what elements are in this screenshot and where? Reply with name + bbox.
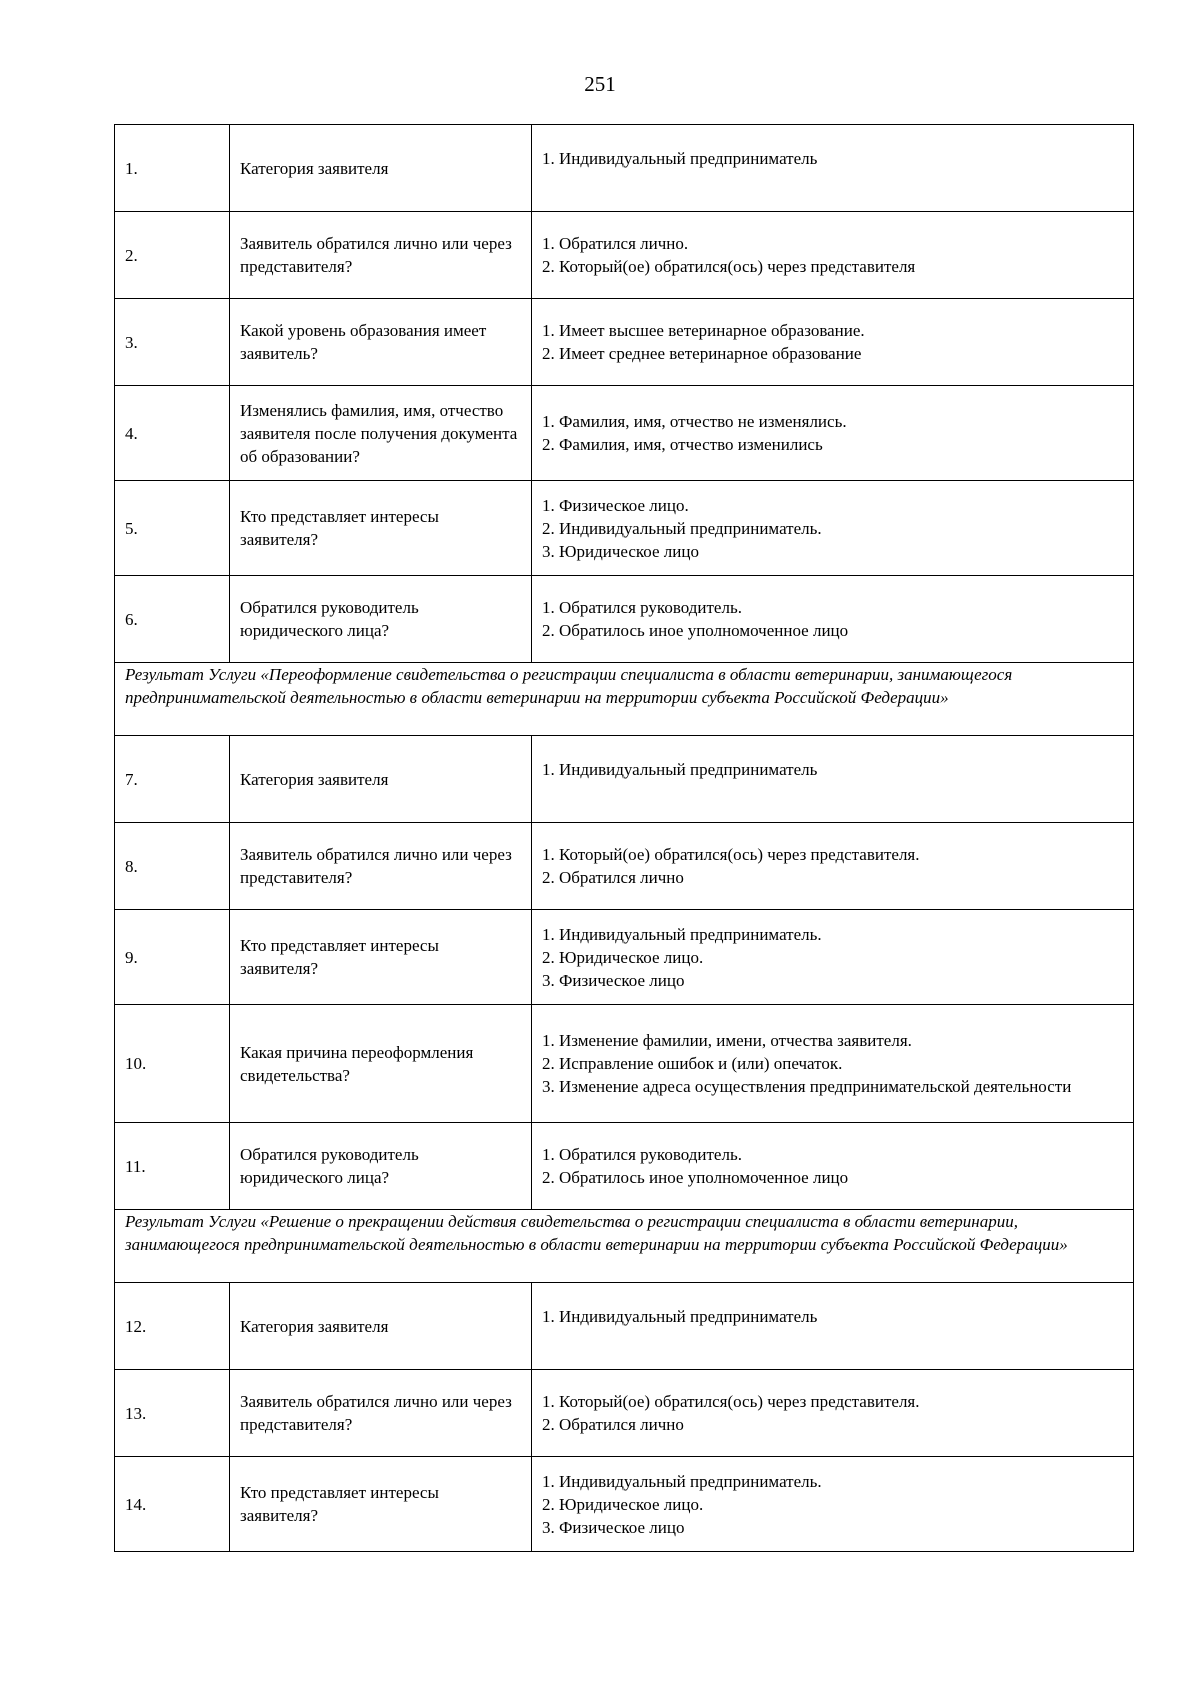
table-row — [115, 1283, 1134, 1370]
row-question: Заявитель обратился лично или через представителя? — [230, 823, 532, 910]
answer-item: 1. Индивидуальный предприниматель — [542, 1307, 818, 1326]
table-row — [115, 736, 1134, 823]
table-row — [115, 125, 1134, 212]
table-row — [115, 1005, 1134, 1123]
section-heading-row — [115, 663, 1134, 736]
answer-item: 1. Индивидуальный предприниматель — [542, 760, 818, 779]
answer-item: 1. Индивидуальный предприниматель — [542, 149, 818, 168]
row-answers — [532, 576, 1134, 663]
row-number: 14. — [115, 1457, 230, 1552]
row-number: 8. — [115, 823, 230, 910]
table-row — [115, 1457, 1134, 1552]
answer-item: 1. Обратился руководитель. — [542, 598, 742, 617]
answer-item: 2. Обратилось иное уполномоченное лицо — [542, 621, 849, 640]
row-question: Кто представляет интересы заявителя? — [230, 910, 532, 1005]
row-answers — [532, 736, 1134, 823]
row-answers — [532, 481, 1134, 576]
row-answers — [532, 1123, 1134, 1210]
row-number: 11. — [115, 1123, 230, 1210]
row-number: 6. — [115, 576, 230, 663]
row-number: 7. — [115, 736, 230, 823]
answer-item: 2. Обратился лично — [542, 1415, 684, 1434]
row-question: Кто представляет интересы заявителя? — [230, 1457, 532, 1552]
table-row — [115, 299, 1134, 386]
table-row — [115, 386, 1134, 481]
row-question: Категория заявителя — [230, 736, 532, 823]
document-table — [114, 124, 1134, 1552]
answer-item: 2. Который(ое) обратился(ось) через представителя — [542, 257, 916, 276]
answer-item: 2. Имеет среднее ветеринарное образование — [542, 344, 862, 363]
table-row — [115, 481, 1134, 576]
row-answers — [532, 1370, 1134, 1457]
table-row — [115, 576, 1134, 663]
answer-item: 2. Обратилось иное уполномоченное лицо — [542, 1168, 849, 1187]
row-question: Обратился руководитель юридического лица? — [230, 1123, 532, 1210]
row-question: Заявитель обратился лично или через представителя? — [230, 212, 532, 299]
row-number: 2. — [115, 212, 230, 299]
row-number: 13. — [115, 1370, 230, 1457]
section-heading: Результат Услуги «Решение о прекращении действия свидетельства о регистрации специалиста в области ветеринарии, занимающегося предпринимательской деятельностью в области ветеринарии на территории субъекта Российской Федерации» — [115, 1210, 1134, 1283]
row-question: Какая причина переоформления свидетельства? — [230, 1005, 532, 1123]
row-question: Категория заявителя — [230, 1283, 532, 1370]
row-number: 3. — [115, 299, 230, 386]
answer-item: 1. Который(ое) обратился(ось) через представителя. — [542, 1392, 920, 1411]
row-answers — [532, 1283, 1134, 1370]
row-question: Изменялись фамилия, имя, отчество заявителя после получения документа об образовании? — [230, 386, 532, 481]
answer-item: 1. Индивидуальный предприниматель. — [542, 924, 822, 944]
row-question: Заявитель обратился лично или через представителя? — [230, 1370, 532, 1457]
answer-item: 2. Обратился лично — [542, 868, 684, 887]
answer-item: 1. Обратился руководитель. — [542, 1145, 742, 1164]
row-answers — [532, 299, 1134, 386]
section-heading-row — [115, 1210, 1134, 1283]
row-answers — [532, 1457, 1134, 1552]
answer-item: 2. Юридическое лицо. — [542, 947, 704, 967]
answer-item: 3. Физическое лицо — [542, 970, 685, 990]
table-row — [115, 823, 1134, 910]
answer-item: 2. Индивидуальный предприниматель. — [542, 518, 822, 538]
row-answers — [532, 1005, 1134, 1123]
table-row — [115, 910, 1134, 1005]
row-question: Какой уровень образования имеет заявитель? — [230, 299, 532, 386]
answer-item: 1. Изменение фамилии, имени, отчества заявителя. — [542, 1031, 912, 1050]
answer-item: 1. Индивидуальный предприниматель. — [542, 1471, 822, 1491]
row-question: Кто представляет интересы заявителя? — [230, 481, 532, 576]
answer-item: 1. Физическое лицо. — [542, 495, 689, 515]
row-answers — [532, 910, 1134, 1005]
answer-item: 1. Который(ое) обратился(ось) через представителя. — [542, 845, 920, 864]
answer-item: 1. Обратился лично. — [542, 234, 689, 253]
table-row — [115, 1370, 1134, 1457]
answer-item: 3. Юридическое лицо — [542, 541, 699, 561]
row-answers — [532, 386, 1134, 481]
row-answers — [532, 823, 1134, 910]
section-heading: Результат Услуги «Переоформление свидетельства о регистрации специалиста в области ветеринарии, занимающегося предпринимательской деятельностью в области ветеринарии на территории субъекта Российской Федерации» — [115, 663, 1134, 736]
row-number: 5. — [115, 481, 230, 576]
row-number: 4. — [115, 386, 230, 481]
answer-item: 1. Фамилия, имя, отчество не изменялись. — [542, 412, 847, 431]
row-answers — [532, 125, 1134, 212]
table-row — [115, 1123, 1134, 1210]
row-number: 12. — [115, 1283, 230, 1370]
answer-item: 2. Юридическое лицо. — [542, 1494, 704, 1514]
page-number: 251 — [584, 72, 616, 96]
row-question: Категория заявителя — [230, 125, 532, 212]
answer-item: 1. Имеет высшее ветеринарное образование. — [542, 321, 865, 340]
row-number: 1. — [115, 125, 230, 212]
answer-item: 3. Физическое лицо — [542, 1517, 685, 1537]
answer-item: 3. Изменение адреса осуществления предпринимательской деятельности — [542, 1077, 1072, 1096]
answer-item: 2. Фамилия, имя, отчество изменились — [542, 435, 823, 454]
row-number: 10. — [115, 1005, 230, 1123]
table-row — [115, 212, 1134, 299]
answer-item: 2. Исправление ошибок и (или) опечаток. — [542, 1054, 843, 1073]
row-answers — [532, 212, 1134, 299]
row-number: 9. — [115, 910, 230, 1005]
row-question: Обратился руководитель юридического лица? — [230, 576, 532, 663]
